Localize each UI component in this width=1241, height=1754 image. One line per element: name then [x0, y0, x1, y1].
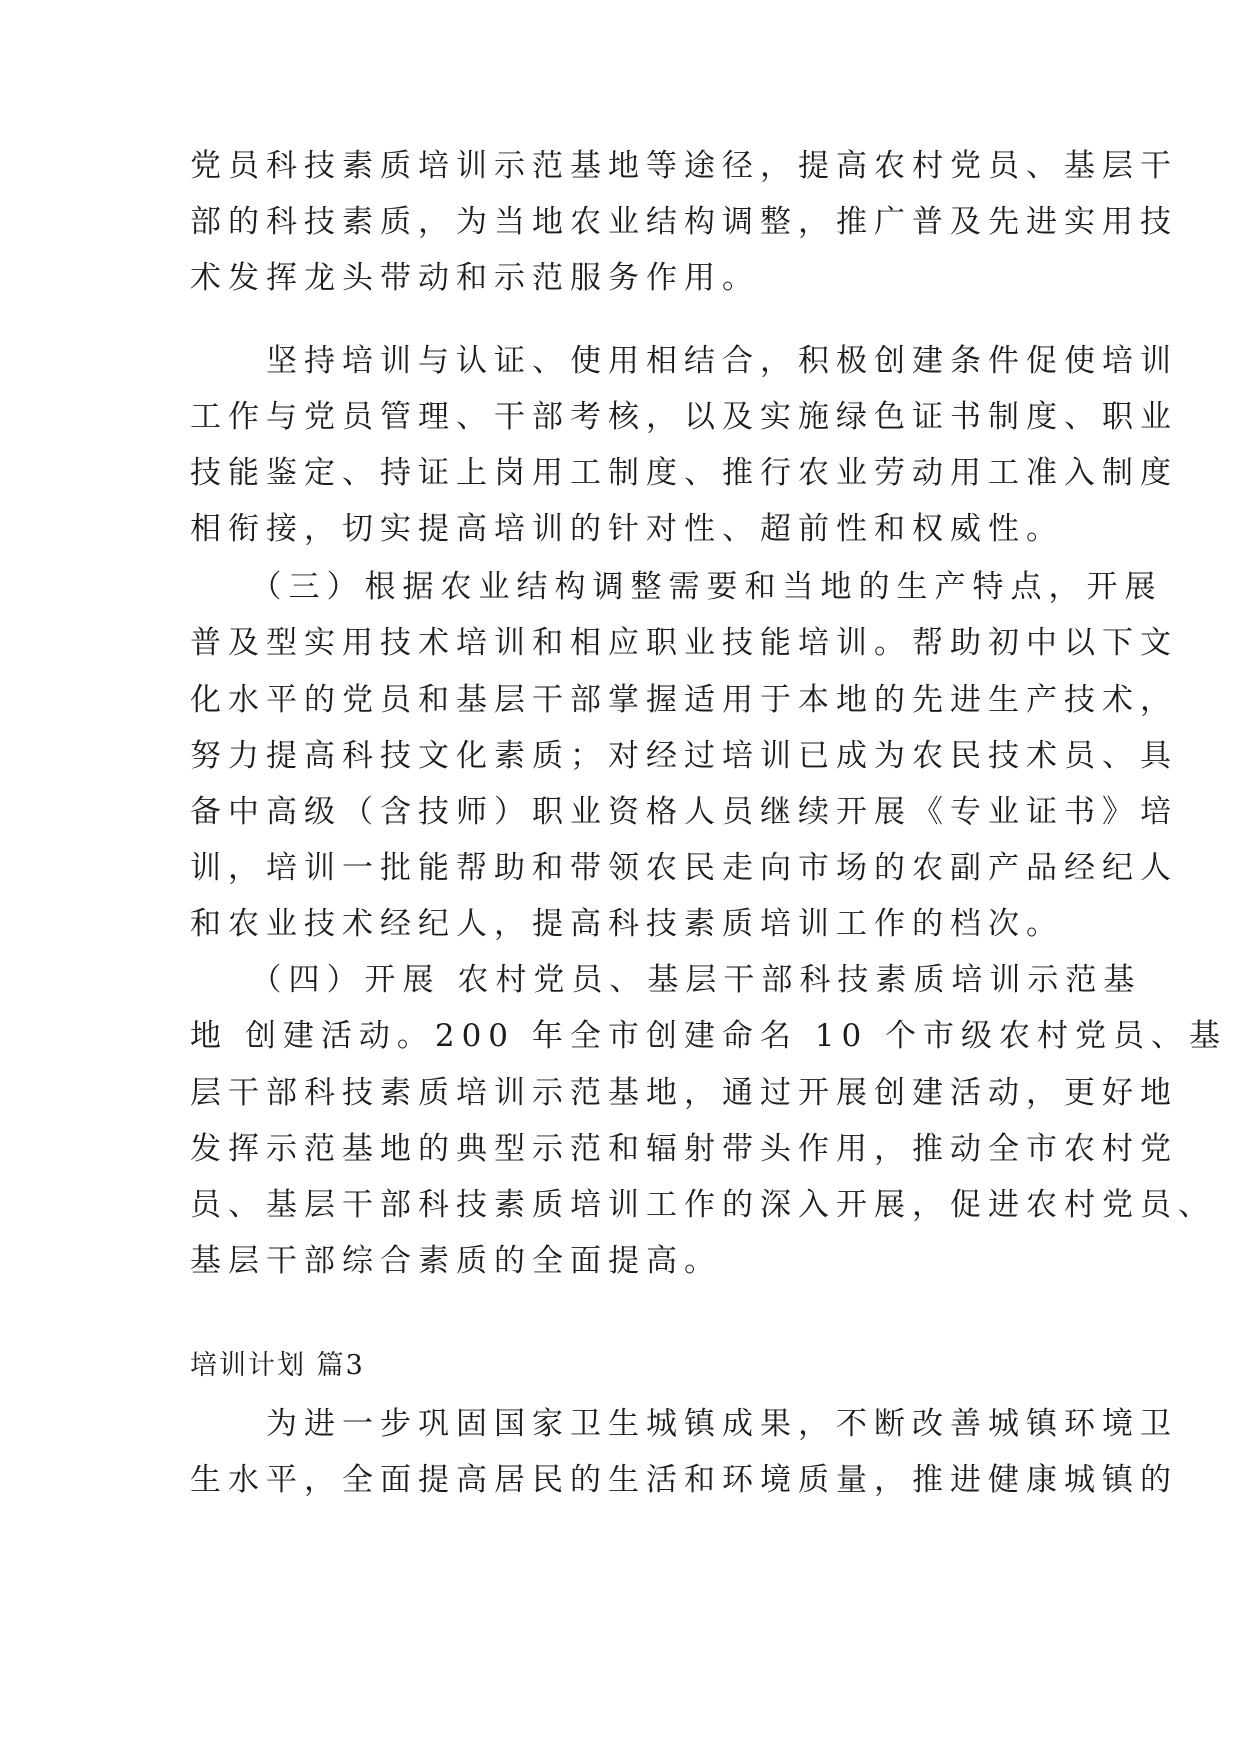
paragraph-1-line: 术发挥龙头带动和示范服务作用。 [190, 260, 760, 296]
paragraph-2-line: 相衔接，切实提高培训的针对性、超前性和权威性。 [190, 511, 1064, 547]
paragraph-1-line: 部的科技素质，为当地农业结构调整，推广普及先进实用技 [190, 204, 1178, 240]
paragraph-3-line: 普及型实用技术培训和相应职业技能培训。帮助初中以下文 [190, 625, 1178, 661]
paragraph-2-line: 工作与党员管理、干部考核，以及实施绿色证书制度、职业 [190, 399, 1178, 435]
paragraph-5-line: 为进一步巩固国家卫生城镇成果，不断改善城镇环境卫 [190, 1406, 1178, 1442]
paragraph-4-line: 员、基层干部科技素质培训工作的深入开展，促进农村党员、 [190, 1187, 1216, 1223]
section-heading: 培训计划 篇3 [190, 1350, 365, 1381]
paragraph-3-line: 努力提高科技文化素质；对经过培训已成为农民技术员、具 [190, 738, 1178, 774]
paragraph-4-line: 发挥示范基地的典型示范和辐射带头作用，推动全市农村党 [190, 1131, 1178, 1167]
paragraph-3-line: 化水平的党员和基层干部掌握适用于本地的先进生产技术， [190, 682, 1178, 718]
paragraph-1-line: 党员科技素质培训示范基地等途径，提高农村党员、基层干 [190, 148, 1178, 184]
paragraph-3-line: 备中高级（含技师）职业资格人员继续开展《专业证书》培 [190, 794, 1178, 830]
paragraph-3-line: 和农业技术经纪人，提高科技素质培训工作的档次。 [190, 906, 1064, 942]
paragraph-3-line: （三）根据农业结构调整需要和当地的生产特点，开展 [190, 569, 1163, 605]
paragraph-2-line: 技能鉴定、持证上岗用工制度、推行农业劳动用工准入制度 [190, 455, 1178, 491]
paragraph-2-line: 坚持培训与认证、使用相结合，积极创建条件促使培训 [190, 343, 1178, 379]
paragraph-3-line: 训，培训一批能帮助和带领农民走向市场的农副产品经纪人 [190, 850, 1178, 886]
paragraph-4-line: 基层干部综合素质的全面提高。 [190, 1243, 722, 1279]
paragraph-4-line: 层干部科技素质培训示范基地，通过开展创建活动，更好地 [190, 1075, 1178, 1111]
paragraph-4-line: 地 创建活动。200 年全市创建命名 10 个市级农村党员、基 [190, 1018, 1228, 1054]
paragraph-5-line: 生水平，全面提高居民的生活和环境质量，推进健康城镇的 [190, 1462, 1178, 1498]
paragraph-4-line: （四）开展 农村党员、基层干部科技素质培训示范基 [190, 962, 1142, 998]
